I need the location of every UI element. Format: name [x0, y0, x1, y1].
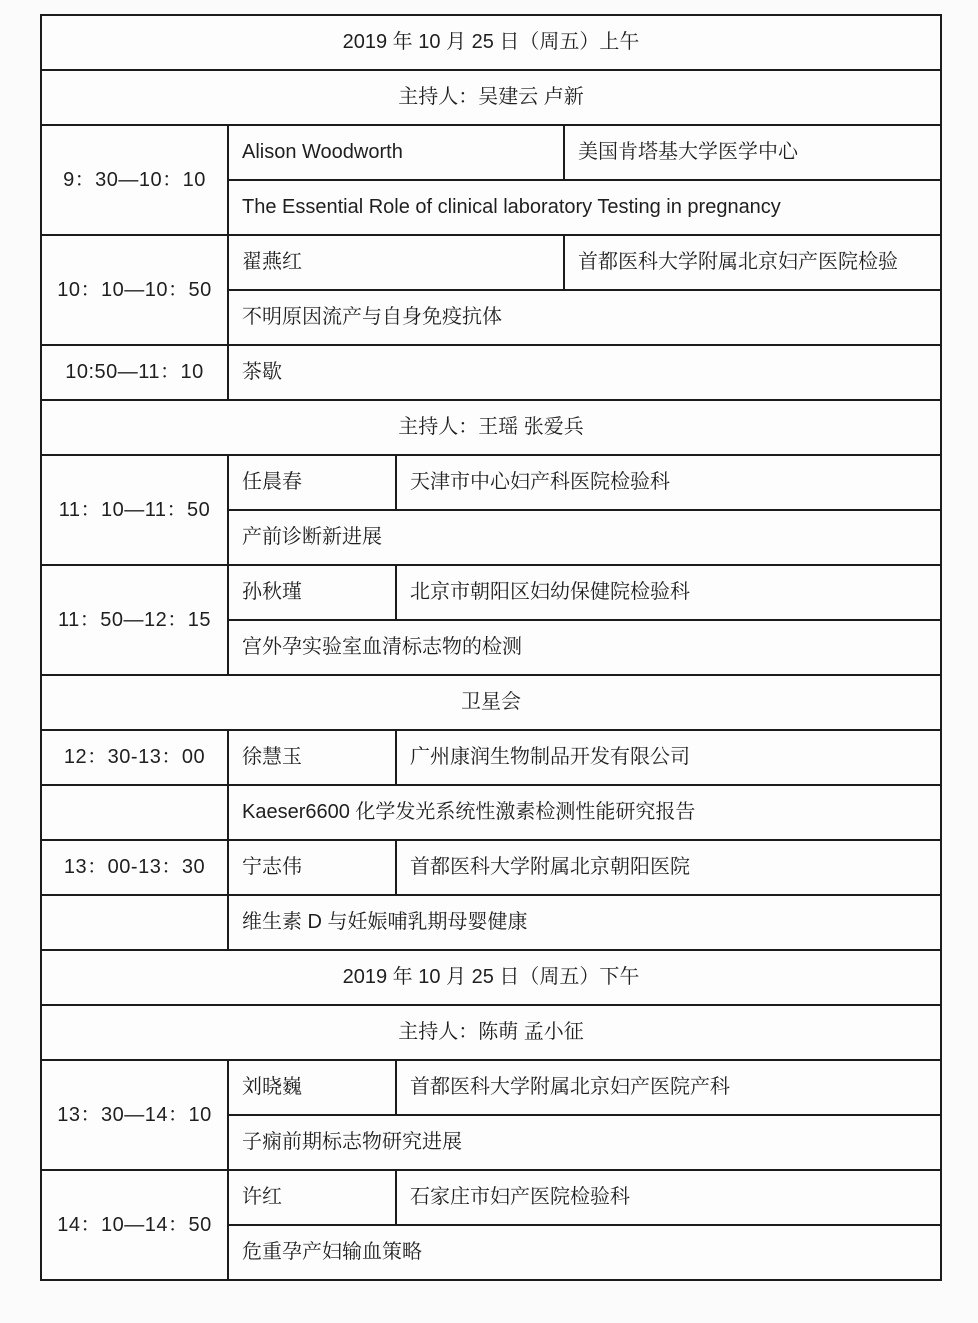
table-row	[41, 565, 941, 620]
empty-time-cell	[41, 785, 228, 840]
time-cell: 10：10—10：50	[41, 235, 228, 345]
speaker-name-cell: 翟燕红	[228, 235, 564, 290]
table-row	[41, 235, 941, 290]
speaker-name-cell: 宁志伟	[228, 840, 396, 895]
talk-title-cell: 危重孕产妇输血策略	[228, 1225, 941, 1280]
time-cell: 11：10—11：50	[41, 455, 228, 565]
empty-time-cell	[41, 895, 228, 950]
table-row	[41, 455, 941, 510]
speaker-name-cell: 刘晓巍	[228, 1060, 396, 1115]
table-row	[41, 840, 941, 895]
affiliation-cell: 首都医科大学附属北京妇产医院检验	[564, 235, 941, 290]
table-row	[41, 950, 941, 1005]
talk-title-cell: 产前诊断新进展	[228, 510, 941, 565]
session-date-header: 2019 年 10 月 25 日（周五）下午	[41, 950, 941, 1005]
table-row	[41, 345, 941, 400]
table-row	[41, 675, 941, 730]
talk-title-cell: The Essential Role of clinical laboratory Testing in pregnancy	[228, 180, 941, 235]
speaker-name-cell: Alison Woodworth	[228, 125, 564, 180]
time-cell: 12：30-13：00	[41, 730, 228, 785]
table-row	[41, 125, 941, 180]
talk-title-cell: 子痫前期标志物研究进展	[228, 1115, 941, 1170]
table-row	[41, 785, 941, 840]
table-row	[41, 730, 941, 785]
affiliation-cell: 北京市朝阳区妇幼保健院检验科	[396, 565, 941, 620]
affiliation-cell: 天津市中心妇产科医院检验科	[396, 455, 941, 510]
table-row	[41, 1060, 941, 1115]
affiliation-cell: 首都医科大学附属北京妇产医院产科	[396, 1060, 941, 1115]
conference-schedule-table	[40, 14, 942, 1281]
moderator-cell: 主持人：陈萌 孟小征	[41, 1005, 941, 1060]
time-cell: 14：10—14：50	[41, 1170, 228, 1280]
conference-schedule	[40, 14, 942, 1281]
session-date-header: 2019 年 10 月 25 日（周五）上午	[41, 15, 941, 70]
table-row	[41, 895, 941, 950]
talk-title-cell: Kaeser6600 化学发光系统性激素检测性能研究报告	[228, 785, 941, 840]
time-cell: 13：30—14：10	[41, 1060, 228, 1170]
talk-title-cell: 宫外孕实验室血清标志物的检测	[228, 620, 941, 675]
speaker-name-cell: 徐慧玉	[228, 730, 396, 785]
talk-title-cell: 不明原因流产与自身免疫抗体	[228, 290, 941, 345]
speaker-name-cell: 孙秋瑾	[228, 565, 396, 620]
speaker-name-cell: 任晨春	[228, 455, 396, 510]
table-row	[41, 1170, 941, 1225]
speaker-name-cell: 许红	[228, 1170, 396, 1225]
moderator-cell: 主持人：王瑶 张爱兵	[41, 400, 941, 455]
time-cell: 11：50—12：15	[41, 565, 228, 675]
table-row	[41, 1005, 941, 1060]
break-cell: 茶歇	[228, 345, 941, 400]
satellite-session-header: 卫星会	[41, 675, 941, 730]
moderator-cell: 主持人：吴建云 卢新	[41, 70, 941, 125]
time-cell: 9：30—10：10	[41, 125, 228, 235]
affiliation-cell: 石家庄市妇产医院检验科	[396, 1170, 941, 1225]
affiliation-cell: 美国肯塔基大学医学中心	[564, 125, 941, 180]
affiliation-cell: 广州康润生物制品开发有限公司	[396, 730, 941, 785]
talk-title-cell: 维生素 D 与妊娠哺乳期母婴健康	[228, 895, 941, 950]
table-row	[41, 15, 941, 70]
table-row	[41, 70, 941, 125]
time-cell: 10:50—11：10	[41, 345, 228, 400]
time-cell: 13：00-13：30	[41, 840, 228, 895]
table-row	[41, 400, 941, 455]
affiliation-cell: 首都医科大学附属北京朝阳医院	[396, 840, 941, 895]
